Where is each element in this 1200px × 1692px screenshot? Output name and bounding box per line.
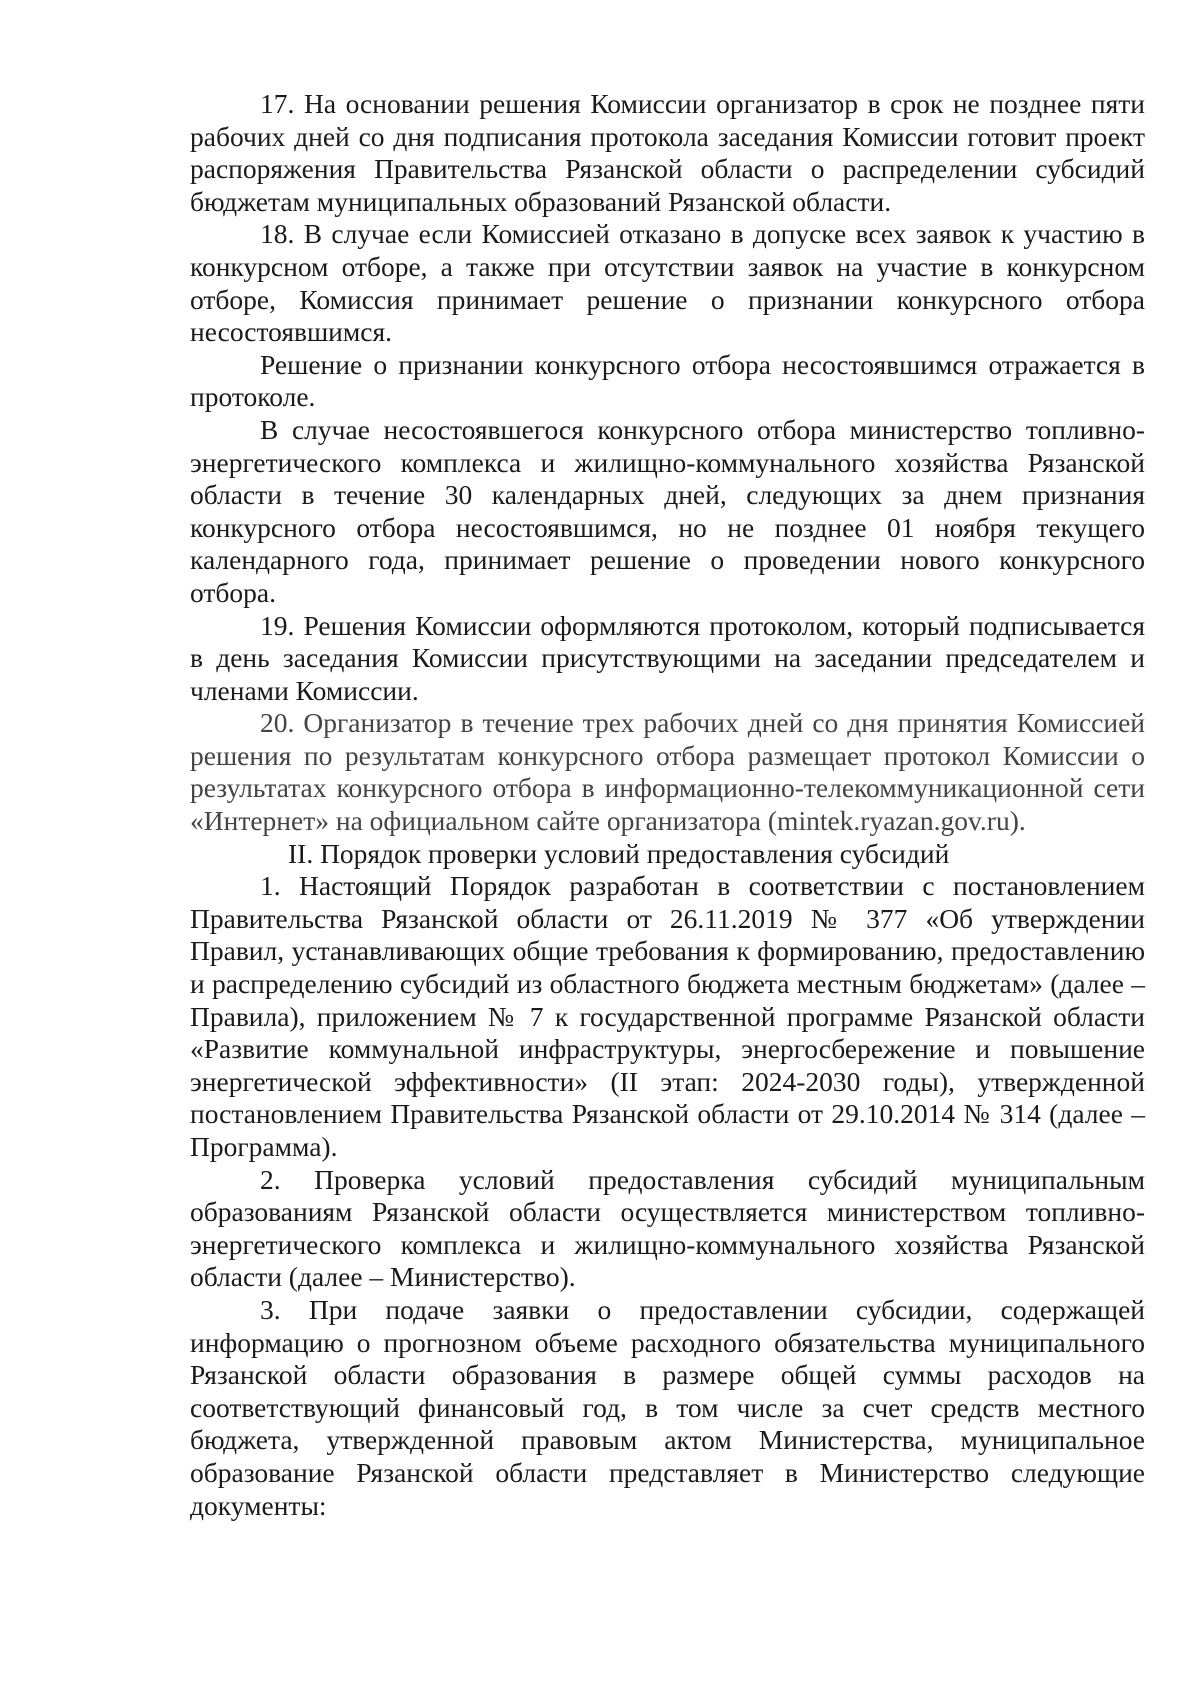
document-body (190, 88, 1145, 1522)
paragraph-20: 20. Организатор в течение трех рабочих дней со дня принятия Комиссией решения по результатам конкурсного отбора размещает протокол Комиссии о результатах конкурсного отбора в информационно-телекоммуникационной сети «Интернет» на официальном сайте организатора (mintek.ryazan.gov.ru). (190, 707, 1145, 837)
paragraph-19: 19. Решения Комиссии оформляются протоколом, который подписывается в день заседания Комиссии присутствующими на заседании председателем и членами Комиссии. (190, 609, 1145, 706)
paragraph-18-decision: Решение о признании конкурсного отбора несостоявшимся отражается в протоколе. (190, 348, 1145, 413)
section-2-paragraph-2: 2. Проверка условий предоставления субсидий муниципальным образованиям Рязанской области осуществляется министерством топливно-энергетического комплекса и жилищно-коммунального хозяйства Рязанской области (далее – Министерство). (190, 1163, 1145, 1293)
section-2-paragraph-3: 3. При подаче заявки о предоставлении субсидии, содержащей информацию о прогнозном объеме расходного обязательства муниципального Рязанской области образования в размере общей суммы расходов на соответствующий финансовый год, в том числе за счет средств местного бюджета, утвержденной правовым актом Министерства, муниципальное образование Рязанской области представляет в Министерство следующие документы: (190, 1293, 1145, 1521)
section-2-paragraph-1: 1. Настоящий Порядок разработан в соответствии с постановлением Правительства Рязанской области от 26.11.2019 № 377 «Об утверждении Правил, устанавливающих общие требования к формированию, предоставлению и распределению субсидий из областного бюджета местным бюджетам» (далее – Правила), приложением № 7 к государственной программе Рязанской области «Развитие коммунальной инфраструктуры, энергосбережение и повышение энергетической эффективности» (II этап: 2024-2030 годы), утвержденной постановлением Правительства Рязанской области от 29.10.2014 № 314 (далее – Программа). (190, 870, 1145, 1162)
paragraph-18: 18. В случае если Комиссией отказано в допуске всех заявок к участию в конкурсном отборе, а также при отсутствии заявок на участие в конкурсном отборе, Комиссия принимает решение о признании конкурсного отбора несостоявшимся. (190, 218, 1145, 348)
paragraph-17: 17. На основании решения Комиссии организатор в срок не позднее пяти рабочих дней со дня подписания протокола заседания Комиссии готовит проект распоряжения Правительства Рязанской области о распределении субсидий бюджетам муниципальных образований Рязанской области. (190, 88, 1145, 217)
section-title: II. Порядок проверки условий предоставления субсидий (288, 837, 950, 869)
paragraph-18-new-selection: В случае несостоявшегося конкурсного отбора министерство топливно-энергетического комплекса и жилищно-коммунального хозяйства Рязанской области в течение 30 календарных дней, следующих за днем признания конкурсного отбора несостоявшимся, но не позднее 01 ноября текущего календарного года, принимает решение о проведении нового конкурсного отбора. (190, 413, 1145, 608)
